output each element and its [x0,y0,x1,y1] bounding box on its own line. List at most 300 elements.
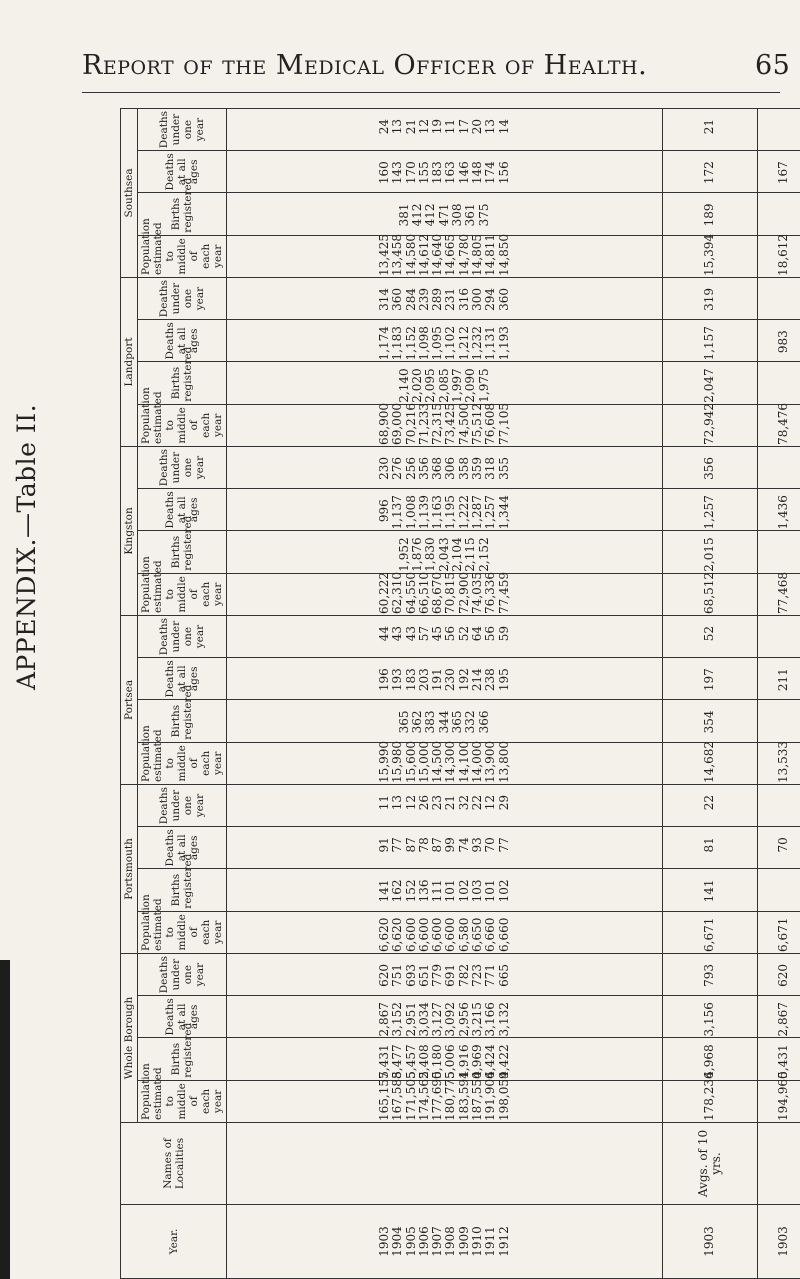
data-value: 13,900 [483,740,498,783]
column-header: Population estimated to middle of each year [138,235,227,277]
data-value: 76,336 [483,571,498,614]
data-value: 87 [403,837,418,853]
data-value: 1,287 [470,495,485,530]
data-value: 361 [463,203,478,227]
data-value: 187,550 [470,1071,485,1121]
data-value: 26 [416,794,431,811]
data-value: 1,195 [443,495,458,530]
totals-year: 1903 [757,1205,800,1279]
area-name-portsea: Portsea [123,679,135,720]
area-name-kingston: Kingston [123,507,135,555]
area-header-kingston [121,446,138,615]
year-column-header [121,1205,227,1279]
data-value: 91 [376,837,391,853]
total-value [757,446,800,488]
data-value: 14 [496,118,511,135]
column-header: Population estimated to middle of each year [138,404,227,446]
data-value: 152 [403,879,418,903]
total-value: 620 [757,953,800,995]
data-value: 256 [403,456,418,480]
column-header: Deaths at all ages [138,151,227,193]
data-cell [227,911,663,953]
data-cell [227,869,663,911]
year-label: 1904 [390,1226,405,1257]
data-value: 316 [456,287,471,311]
area-header-portsea [121,615,138,784]
average-value: 21 [662,108,757,150]
average-value: 172 [662,151,757,193]
data-value: 70,815 [443,571,458,614]
data-value: 308 [450,203,465,227]
data-value: 93 [470,837,485,853]
data-value: 294 [483,287,498,311]
data-value: 20 [470,118,485,135]
data-value: 1,131 [483,326,498,361]
data-value: 74,500 [456,402,471,445]
column-header: Deaths under one year [138,277,227,319]
data-value: 782 [456,963,471,987]
total-value [757,869,800,911]
data-value: 45 [430,625,445,642]
total-value: 1,436 [757,489,800,531]
area-name-portsmouth: Portsmouth [123,838,135,900]
data-value: 17 [456,118,471,135]
data-value: 14,640 [430,233,445,276]
table-body [227,108,800,1278]
data-value: 5,477 [390,1044,405,1079]
data-value: 6,600 [416,917,431,952]
data-value: 2,043 [436,537,451,572]
year-label: 1905 [403,1226,418,1257]
column-header: Deaths at all ages [138,658,227,700]
data-value: 43 [390,625,405,642]
average-value: 178,236 [662,1080,757,1122]
data-value: 13,425 [376,233,391,276]
data-value: 99 [443,837,458,853]
data-value: 14,850 [496,233,511,276]
data-value: 3,092 [443,1002,458,1037]
year-label: 1912 [496,1226,511,1257]
data-value: 174 [483,161,498,185]
data-value: 6,600 [430,917,445,952]
data-value: 12 [483,794,498,811]
area-name-landport: Landport [123,337,135,387]
total-value: 983 [757,320,800,362]
data-cell [227,489,663,531]
data-value: 111 [430,879,445,903]
avg-label: Avgs. of 10 yrs. [662,1123,757,1205]
data-value: 691 [443,963,458,987]
average-value: 72,942 [662,404,757,446]
data-value: 174,562 [416,1071,431,1121]
data-value: 412 [410,203,425,227]
data-value: 360 [496,287,511,311]
data-value: 103 [470,879,485,903]
data-value: 620 [376,963,391,987]
data-value: 6,620 [376,917,391,952]
data-value: 1,008 [403,495,418,530]
data-value: 171,505 [403,1071,418,1121]
data-value: 11 [443,118,458,135]
totals-spacer [757,1123,800,1205]
data-cell [227,320,663,362]
data-value: 77 [496,837,511,853]
column-header: Deaths at all ages [138,320,227,362]
average-value: 197 [662,658,757,700]
data-value: 56 [483,625,498,642]
data-value: 14,100 [456,740,471,783]
data-value: 471 [436,203,451,227]
column-header: Deaths at all ages [138,489,227,531]
data-value: 148 [470,161,485,185]
year-label: 1910 [470,1226,485,1257]
data-value: 306 [443,456,458,480]
data-value: 13 [390,118,405,135]
data-value: 192 [456,668,471,692]
column-header: Births registered [138,531,227,573]
header-rule [82,92,780,93]
page-number: 65 [755,50,791,81]
data-value: 13 [483,118,498,135]
data-value: 12 [416,118,431,135]
year-label: 1907 [430,1226,445,1257]
average-value: 81 [662,827,757,869]
area-header-southsea [121,108,138,277]
data-value: 15,980 [390,740,405,783]
total-value [757,193,800,235]
average-value: 356 [662,446,757,488]
running-title: Report of the Medical Officer of Health. [82,50,648,81]
data-value: 5,431 [376,1044,391,1079]
data-value: 375 [476,203,491,227]
year-label: 1903 [376,1226,391,1257]
column-header: Population estimated to middle of each year [138,573,227,615]
data-cell [227,573,663,615]
data-value: 77 [390,837,405,853]
data-value: 300 [470,287,485,311]
data-value: 6,600 [403,917,418,952]
average-value: 22 [662,784,757,826]
data-value: 412 [423,203,438,227]
data-value: 68,900 [376,402,391,445]
average-value: 52 [662,615,757,657]
area-header-whole-borough [121,953,138,1122]
data-value: 64,550 [403,571,418,614]
data-cell [227,151,663,193]
table-row [227,108,663,1278]
data-value: 13 [390,794,405,811]
data-value: 1,152 [403,326,418,361]
data-value: 3,152 [390,1002,405,1037]
data-value: 344 [436,710,451,734]
data-value: 102 [456,879,471,903]
average-value: 1,257 [662,489,757,531]
total-value [757,531,800,573]
data-value: 74,035 [470,571,485,614]
data-value: 183,591 [456,1071,471,1121]
data-value: 14,665 [443,233,458,276]
data-value: 101 [443,879,458,903]
data-value: 203 [416,668,431,692]
data-value: 6,660 [483,917,498,952]
year-label: 1909 [456,1226,471,1257]
data-value: 238 [483,668,498,692]
data-value: 193 [390,668,405,692]
column-header: Population estimated to middle of each year [138,742,227,784]
data-value: 1,183 [390,326,405,361]
area-header-portsmouth [121,784,138,953]
data-value: 14,000 [470,740,485,783]
column-header: Deaths under one year [138,953,227,995]
total-value: 6,671 [757,911,800,953]
data-value: 72,900 [456,571,471,614]
data-value: 359 [470,456,485,480]
total-value: 2,867 [757,996,800,1038]
total-value: 18,612 [757,235,800,277]
data-cell [227,277,663,319]
data-value: 59 [496,625,511,642]
data-value: 57 [416,625,431,642]
data-value: 77,105 [496,402,511,445]
data-value: 183 [403,668,418,692]
data-value: 230 [443,668,458,692]
data-value: 318 [483,456,498,480]
data-value: 1,163 [430,495,445,530]
column-header: Births registered [138,869,227,911]
data-value: 22 [470,794,485,811]
data-cell [227,827,663,869]
data-value: 177,690 [430,1071,445,1121]
average-value: 793 [662,953,757,995]
data-value: 167,588 [390,1071,405,1121]
data-value: 78 [416,837,431,853]
data-value: 996 [376,499,391,523]
data-value: 156 [496,161,511,185]
data-value: 15,600 [403,740,418,783]
data-cell [227,362,663,404]
data-value: 5,006 [443,1044,458,1079]
data-value: 1,257 [483,495,498,530]
data-value: 355 [496,456,511,480]
average-value: 354 [662,700,757,742]
data-cell [227,531,663,573]
data-value: 230 [376,456,391,480]
column-header: Population estimated to middle of each year [138,1080,227,1122]
data-value: 358 [456,456,471,480]
data-value: 14,811 [483,233,498,276]
avg-year: 1903 [662,1205,757,1279]
year-header: Year. [167,1228,180,1255]
total-value [757,700,800,742]
localities-spacer [227,1123,663,1205]
data-value: 13,458 [390,233,405,276]
column-header: Births registered [138,1038,227,1080]
column-header: Births registered [138,700,227,742]
data-value: 1,232 [470,326,485,361]
data-value: 191,906 [483,1071,498,1121]
data-value: 87 [430,837,445,853]
data-value: 191 [430,668,445,692]
data-value: 1,997 [450,368,465,403]
data-value: 1,212 [456,326,471,361]
side-caption [4,170,44,690]
total-value: 13,533 [757,742,800,784]
data-value: 365 [396,710,411,734]
year-label: 1911 [483,1226,498,1257]
data-value: 6,580 [456,917,471,952]
data-value: 6,620 [390,917,405,952]
data-cell [227,658,663,700]
data-value: 52 [456,625,471,642]
data-value: 2,020 [410,368,425,403]
average-value: 2,047 [662,362,757,404]
data-value: 214 [470,668,485,692]
data-value: 183 [430,161,445,185]
averages-row [662,108,757,1278]
data-value: 2,951 [403,1002,418,1037]
total-value: 70 [757,827,800,869]
data-value: 284 [403,287,418,311]
data-value: 1,193 [496,326,511,361]
data-value: 651 [416,963,431,987]
data-value: 3,127 [430,1002,445,1037]
average-value: 2,015 [662,531,757,573]
data-value: 381 [396,203,411,227]
column-header: Population estimated to middle of each year [138,911,227,953]
data-cell [227,404,663,446]
data-value: 6,650 [470,917,485,952]
data-value: 143 [390,161,405,185]
data-value: 239 [416,287,431,311]
data-value: 71,233 [416,402,431,445]
data-value: 163 [443,161,458,185]
data-value: 29 [496,794,511,811]
data-cell [227,1038,663,1080]
data-value: 14,780 [456,233,471,276]
data-value: 21 [403,118,418,135]
data-value: 2,104 [450,537,465,572]
data-value: 365 [450,710,465,734]
data-value: 1,222 [456,495,471,530]
data-value: 1,952 [396,537,411,572]
localities-label: Names of Localities [161,1137,186,1190]
average-value: 3,156 [662,996,757,1038]
data-value: 332 [463,710,478,734]
data-value: 56 [443,625,458,642]
area-name-whole-borough: Whole Borough [123,996,135,1080]
data-value: 24 [376,118,391,135]
data-value: 779 [430,963,445,987]
data-value: 362 [410,710,425,734]
data-value: 146 [456,161,471,185]
data-value: 356 [416,456,431,480]
data-value: 4,422 [496,1044,511,1079]
data-value: 60,222 [376,571,391,614]
average-value: 189 [662,193,757,235]
total-value: 5,431 [757,1038,800,1080]
average-value: 1,157 [662,320,757,362]
total-value [757,784,800,826]
data-value: 2,085 [436,368,451,403]
data-cell [227,996,663,1038]
data-value: 21 [443,794,458,811]
column-subheader-row [138,108,227,1278]
data-cell [227,193,663,235]
data-value: 2,090 [463,368,478,403]
average-value: 6,671 [662,911,757,953]
average-value: 4,968 [662,1038,757,1080]
column-header: Deaths at all ages [138,827,227,869]
data-value: 14,612 [416,233,431,276]
data-value: 70 [483,837,498,853]
data-value: 66,510 [416,571,431,614]
data-value: 102 [496,879,511,903]
data-value: 3,215 [470,1002,485,1037]
data-value: 160 [376,161,391,185]
data-value: 195 [496,668,511,692]
appendix-caption: APPENDIX.—Table II. [12,403,41,690]
data-value: 1,137 [390,495,405,530]
data-value: 2,867 [376,1002,391,1037]
data-value: 4,424 [483,1044,498,1079]
data-value: 19 [430,118,445,135]
data-value: 101 [483,879,498,903]
area-name-southsea: Southsea [123,168,135,218]
data-value: 5,180 [430,1044,445,1079]
data-value: 15,000 [416,740,431,783]
data-value: 141 [376,879,391,903]
data-value: 1,174 [376,326,391,361]
data-value: 771 [483,963,498,987]
year-label: 1906 [416,1226,431,1257]
page-header [0,0,800,110]
data-value: 14,500 [430,740,445,783]
data-value: 165,157 [376,1071,391,1121]
data-value: 1,098 [416,326,431,361]
total-value [757,362,800,404]
data-value: 665 [496,963,511,987]
average-value: 15,394 [662,235,757,277]
year-label: 1908 [443,1226,458,1257]
data-cell [227,1071,663,1122]
column-header: Deaths under one year [138,108,227,150]
statistics-table [120,108,800,1279]
data-value: 2,140 [396,368,411,403]
data-value: 276 [390,456,405,480]
data-value: 723 [470,963,485,987]
statistics-table-rotated [120,109,800,1279]
data-value: 693 [403,963,418,987]
column-header: Deaths under one year [138,784,227,826]
data-value: 15,990 [376,740,391,783]
data-cell [227,953,663,995]
data-cell [227,615,663,657]
localities-header [121,1123,227,1205]
data-value: 383 [423,710,438,734]
data-cell [227,700,663,742]
data-cell [227,784,663,826]
total-value: 78,476 [757,404,800,446]
area-header-row [121,108,138,1278]
data-value: 314 [376,287,391,311]
data-value: 1,139 [416,495,431,530]
data-value: 360 [390,287,405,311]
data-value: 69,000 [390,402,405,445]
total-value [757,108,800,150]
data-value: 74 [456,837,471,853]
average-value: 141 [662,869,757,911]
years-cell [227,1205,663,1279]
